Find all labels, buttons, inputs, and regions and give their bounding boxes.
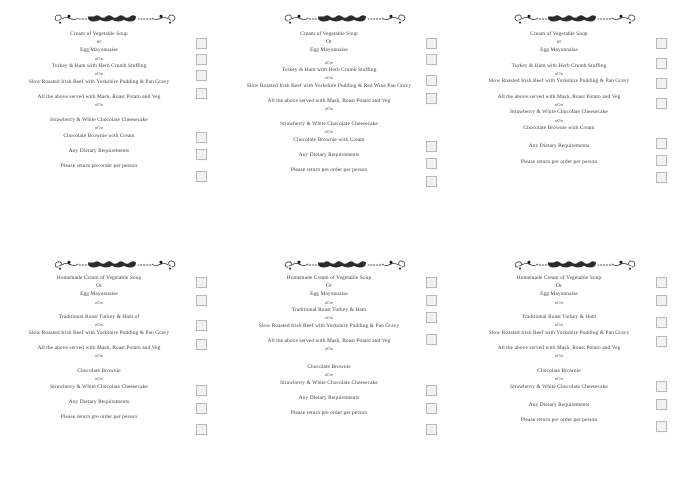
menu-choice-checkbox[interactable] [196, 277, 210, 288]
menu-choice-checkbox[interactable] [656, 295, 670, 306]
menu-line-sep: oOo [554, 101, 564, 107]
checkbox-square[interactable] [656, 138, 667, 149]
menu-choice-checkbox[interactable] [656, 421, 670, 432]
decorative-flourish-divider [230, 12, 460, 30]
menu-line-sep: oOo [94, 71, 104, 77]
menu-choice-checkbox[interactable] [196, 403, 210, 414]
checkbox-square[interactable] [426, 93, 437, 104]
menu-line-item: Chocolate Brownie with Cream [293, 136, 365, 143]
checkbox-square[interactable] [196, 424, 207, 435]
menu-choice-checkbox[interactable] [196, 132, 210, 143]
checkbox-square[interactable] [426, 277, 437, 288]
menu-line-item: Egg Mayonnaise [310, 291, 348, 298]
menu-line-item: Cream of Vegetable Soup [70, 31, 128, 37]
menu-line-item: Egg Mayonnaise [310, 47, 348, 54]
menu-line-sep: oOo [324, 372, 334, 378]
checkbox-square[interactable] [426, 424, 437, 435]
menu-line-sep: oOo [554, 322, 564, 328]
checkbox-square[interactable] [426, 54, 437, 65]
menu-choice-checkbox[interactable] [426, 158, 440, 169]
menu-card-inner [0, 244, 230, 488]
decorative-flourish-divider [460, 12, 690, 30]
checkbox-square[interactable] [656, 336, 667, 347]
menu-line-sep: oOo [554, 353, 564, 359]
menu-card-inner [460, 244, 690, 488]
menu-line-item: Slow Roasted Irish Beef with Yorkshire Pudding & Pan Gravy [488, 330, 630, 336]
menu-text-block [244, 274, 414, 417]
menu-line-sep: oOo [94, 125, 104, 131]
menu-line-sep: oOo [94, 376, 104, 382]
menu-text-block [474, 30, 644, 166]
checkbox-square[interactable] [426, 75, 437, 86]
menu-line-sep: oOo [324, 315, 334, 321]
card-bottom-right [460, 244, 690, 488]
menu-line-note: All the above served with Mash, Roast Potato and Veg [497, 345, 621, 352]
menu-choice-checkbox[interactable] [196, 54, 210, 65]
menu-text-block [474, 274, 644, 424]
checkbox-square[interactable] [196, 70, 207, 81]
menu-choice-checkbox[interactable] [196, 339, 210, 350]
checkbox-square[interactable] [426, 295, 437, 306]
menu-line-item: Homemade Cream of Vegetable Soup [286, 275, 372, 281]
menu-line-item: Cream of Vegetable Soup [530, 31, 588, 37]
checkbox-square[interactable] [196, 339, 207, 350]
menu-choice-checkbox[interactable] [196, 149, 210, 160]
menu-choice-checkbox[interactable] [196, 385, 210, 396]
menu-choice-checkbox[interactable] [196, 295, 210, 306]
menu-card-inner [230, 0, 460, 244]
checkbox-square[interactable] [196, 320, 207, 331]
checkbox-square[interactable] [196, 277, 207, 288]
menu-line-note: Any Dietary Requirements [528, 143, 590, 150]
menu-line-item: Homemade Cream of Vegetable Soup [56, 275, 142, 281]
menu-line-note: Any Dietary Requirements [298, 395, 360, 401]
menu-line-note: All the above served with Mash, Roast Potato and Veg [267, 98, 391, 105]
card-bottom-left [0, 244, 230, 488]
card-top-left [0, 0, 230, 244]
menu-line-item: Egg Mayonnaise [540, 47, 578, 54]
menu-choice-checkbox[interactable] [426, 54, 440, 65]
checkbox-square[interactable] [656, 155, 667, 166]
checkbox-square[interactable] [656, 295, 667, 306]
menu-line-note: Any Dietary Requirements [68, 399, 130, 405]
menu-choice-checkbox[interactable] [196, 171, 210, 182]
menu-choice-checkbox[interactable] [656, 38, 670, 49]
menu-line-item: Strawberry & White Chocolate Cheesecake [50, 383, 148, 390]
menu-line-item: Cream of Vegetable Soup [300, 31, 358, 37]
card-top-middle [230, 0, 460, 244]
checkbox-square[interactable] [656, 98, 667, 109]
menu-line-item: Strawberry & White Chocolate Cheesecake [510, 109, 608, 116]
menu-line-item: Egg Mayonnaise [80, 47, 118, 54]
menu-line-item: Turkey & Ham with Herb Crumb Stuffing [281, 67, 377, 74]
checkbox-square[interactable] [426, 38, 437, 49]
menu-text-block [14, 30, 184, 170]
menu-choice-checkbox[interactable] [426, 295, 440, 306]
checkbox-square[interactable] [426, 312, 437, 323]
menu-choice-checkbox[interactable] [426, 403, 440, 414]
menu-line-note: All the above served with Mash, Roast Potato and Veg [267, 338, 391, 345]
menu-line-item: Slow Roasted Irish Beef with Yorkshire Pudding & Pan Gravy [28, 79, 170, 85]
menu-line-sep: oOo [94, 322, 104, 328]
menu-line-item: Traditional Roast Turkey & Ham [291, 307, 367, 314]
menu-line-item: Slow Roasted Irish Beef with Yorkshire Pudding & Pan Gravy [258, 323, 400, 329]
menu-choice-checkbox[interactable] [656, 336, 670, 347]
checkbox-square[interactable] [656, 317, 667, 328]
menu-choice-checkbox[interactable] [196, 38, 210, 49]
menu-line-note: Any Dietary Requirements [528, 402, 590, 408]
menu-line-item: Chocolate Brownie [307, 364, 351, 370]
menu-line-conj: Or [326, 39, 332, 46]
menu-line-item: Slow Roasted Irish Beef with Yorkshire Pudding & Red Wine Pan Gravy [246, 83, 412, 89]
checkbox-square[interactable] [656, 78, 667, 89]
menu-text-block [244, 30, 414, 174]
menu-choice-checkbox[interactable] [656, 58, 670, 69]
menu-choice-checkbox[interactable] [196, 320, 210, 331]
menu-line-note: All the above served with Mash, Roast Potato and Veg [37, 94, 161, 101]
menu-line-sep: oOo [324, 129, 334, 135]
menu-choice-checkbox[interactable] [426, 75, 440, 86]
menu-choice-checkbox[interactable] [656, 78, 670, 89]
menu-choice-checkbox[interactable] [656, 277, 670, 288]
menu-line-note: Any Dietary Requirements [68, 148, 130, 154]
menu-choice-checkbox[interactable] [426, 334, 440, 345]
menu-choice-checkbox[interactable] [656, 138, 670, 149]
menu-line-item: Turkey & Ham with Herb Crumb Stuffing [511, 62, 607, 69]
menu-choice-checkbox[interactable] [656, 98, 670, 109]
menu-choice-checkbox[interactable] [196, 88, 210, 99]
menu-line-item: Slow Roasted Irish Beef with Yorkshire Pudding & Pan Gravy [488, 78, 630, 85]
menu-line-note: All the above served with Mash, Roast Potato and Veg [37, 345, 161, 352]
checkbox-square[interactable] [196, 38, 207, 49]
menu-line-item: Egg Mayonnaise [80, 291, 118, 298]
checkbox-square[interactable] [426, 385, 437, 396]
menu-choice-checkbox[interactable] [426, 93, 440, 104]
checkbox-square[interactable] [656, 58, 667, 69]
menu-line-sep: oOo [94, 102, 104, 108]
menu-choice-checkbox[interactable] [656, 381, 670, 392]
card-top-right [460, 0, 690, 244]
menu-line-footer: Please return pre order per person [520, 417, 598, 424]
menu-choice-checkbox[interactable] [426, 424, 440, 435]
menu-choice-checkbox[interactable] [196, 424, 210, 435]
checkbox-square[interactable] [656, 277, 667, 288]
menu-line-sep: oOo [94, 353, 104, 359]
menu-line-item: Slow Roasted Irish Beef with Yorkshire Pudding & Pan Gravy [28, 330, 170, 336]
menu-card-inner [0, 0, 230, 244]
menu-line-item: Egg Mayonnaise [540, 291, 578, 298]
menu-choice-checkbox[interactable] [426, 176, 440, 187]
menu-line-item: Chocolate Brownie with Cream [523, 125, 595, 132]
menu-line-sep: oOo [94, 55, 104, 61]
menu-line-item: Strawberry & White Chocolate Cheesecake [280, 379, 378, 386]
checkbox-square[interactable] [426, 176, 437, 187]
menu-line-footer: Please return pre order per person [290, 167, 368, 174]
menu-line-item: Traditional Roast Turkey & Ham [521, 314, 597, 321]
checkbox-square[interactable] [426, 141, 437, 152]
menu-line-item: Homemade Cream of Vegetable Soup [516, 275, 602, 281]
menu-line-item: Strawberry & White Chocolate Cheesecake [510, 383, 608, 390]
checkbox-square[interactable] [656, 172, 667, 183]
menu-line-conj: Or [556, 283, 562, 290]
menu-line-footer: Please return pre order per person [60, 163, 138, 170]
checkbox-square[interactable] [196, 88, 207, 99]
menu-line-item: Strawberry & White Chocolate Cheesecake [50, 117, 148, 123]
menu-line-item: Strawberry & White Chocolate Cheesecake [280, 121, 378, 127]
checkbox-square[interactable] [196, 385, 207, 396]
menu-line-item: Traditional Roast Turkey & Ham of [58, 314, 140, 321]
menu-choice-checkbox[interactable] [656, 172, 670, 183]
checkbox-square[interactable] [656, 38, 667, 49]
menu-line-sep: oOo [94, 299, 104, 305]
menu-line-sep: oOo [554, 70, 564, 76]
checkbox-square[interactable] [656, 381, 667, 392]
menu-line-item: Chocolate Brownie [77, 368, 121, 374]
checkbox-square[interactable] [196, 132, 207, 143]
menu-line-sep: oOo [324, 75, 334, 81]
menu-line-item: Chocolate Brownie with Cream [63, 132, 135, 139]
menu-text-block [14, 274, 184, 421]
checkbox-square[interactable] [196, 403, 207, 414]
checkbox-square[interactable] [426, 403, 437, 414]
menu-choice-checkbox[interactable] [426, 277, 440, 288]
menu-line-item: Chocolate Brownie [537, 368, 581, 374]
checkbox-square[interactable] [196, 171, 207, 182]
menu-choice-checkbox[interactable] [196, 70, 210, 81]
checkbox-square[interactable] [426, 334, 437, 345]
menu-choice-checkbox[interactable] [426, 38, 440, 49]
menu-line-conj: or [556, 39, 562, 46]
checkbox-square[interactable] [196, 149, 207, 160]
menu-line-footer: Please return pre order per person [520, 158, 598, 165]
menu-line-item: Turkey & Ham with Herb Crumb Stuffing [51, 63, 147, 70]
menu-choice-checkbox[interactable] [656, 399, 670, 410]
menu-line-note: Any Dietary Requirements [298, 152, 360, 158]
checkbox-square[interactable] [196, 54, 207, 65]
checkbox-square[interactable] [426, 158, 437, 169]
menu-line-sep: oOo [324, 346, 334, 352]
decorative-flourish-divider [0, 12, 230, 30]
menu-line-conj: Or [326, 283, 332, 290]
menu-line-sep: oOo [324, 299, 334, 305]
menu-line-conj: Or [96, 283, 102, 290]
menu-line-sep: oOo [554, 299, 564, 305]
menu-line-sep: oOo [554, 117, 564, 123]
menu-choice-checkbox[interactable] [426, 385, 440, 396]
menu-line-sep: oOo [554, 376, 564, 382]
menu-card-inner [230, 244, 460, 488]
menu-line-footer: Please return pre order per person [290, 410, 368, 417]
menu-line-footer: Please return pre order per person [60, 414, 138, 421]
menu-line-sep: oOo [324, 106, 334, 112]
menu-card-inner [460, 0, 690, 244]
menu-choice-checkbox[interactable] [656, 155, 670, 166]
card-bottom-middle [230, 244, 460, 488]
checkbox-square[interactable] [656, 399, 667, 410]
menu-choice-checkbox[interactable] [656, 317, 670, 328]
menu-choice-checkbox[interactable] [426, 141, 440, 152]
checkbox-square[interactable] [656, 421, 667, 432]
menu-line-sep: oOo [324, 59, 334, 65]
menu-line-conj: or [96, 39, 102, 46]
checkbox-square[interactable] [196, 295, 207, 306]
menu-choice-checkbox[interactable] [426, 312, 440, 323]
menu-line-note: All the above served with Mash, Roast Potato and Veg [497, 93, 621, 100]
